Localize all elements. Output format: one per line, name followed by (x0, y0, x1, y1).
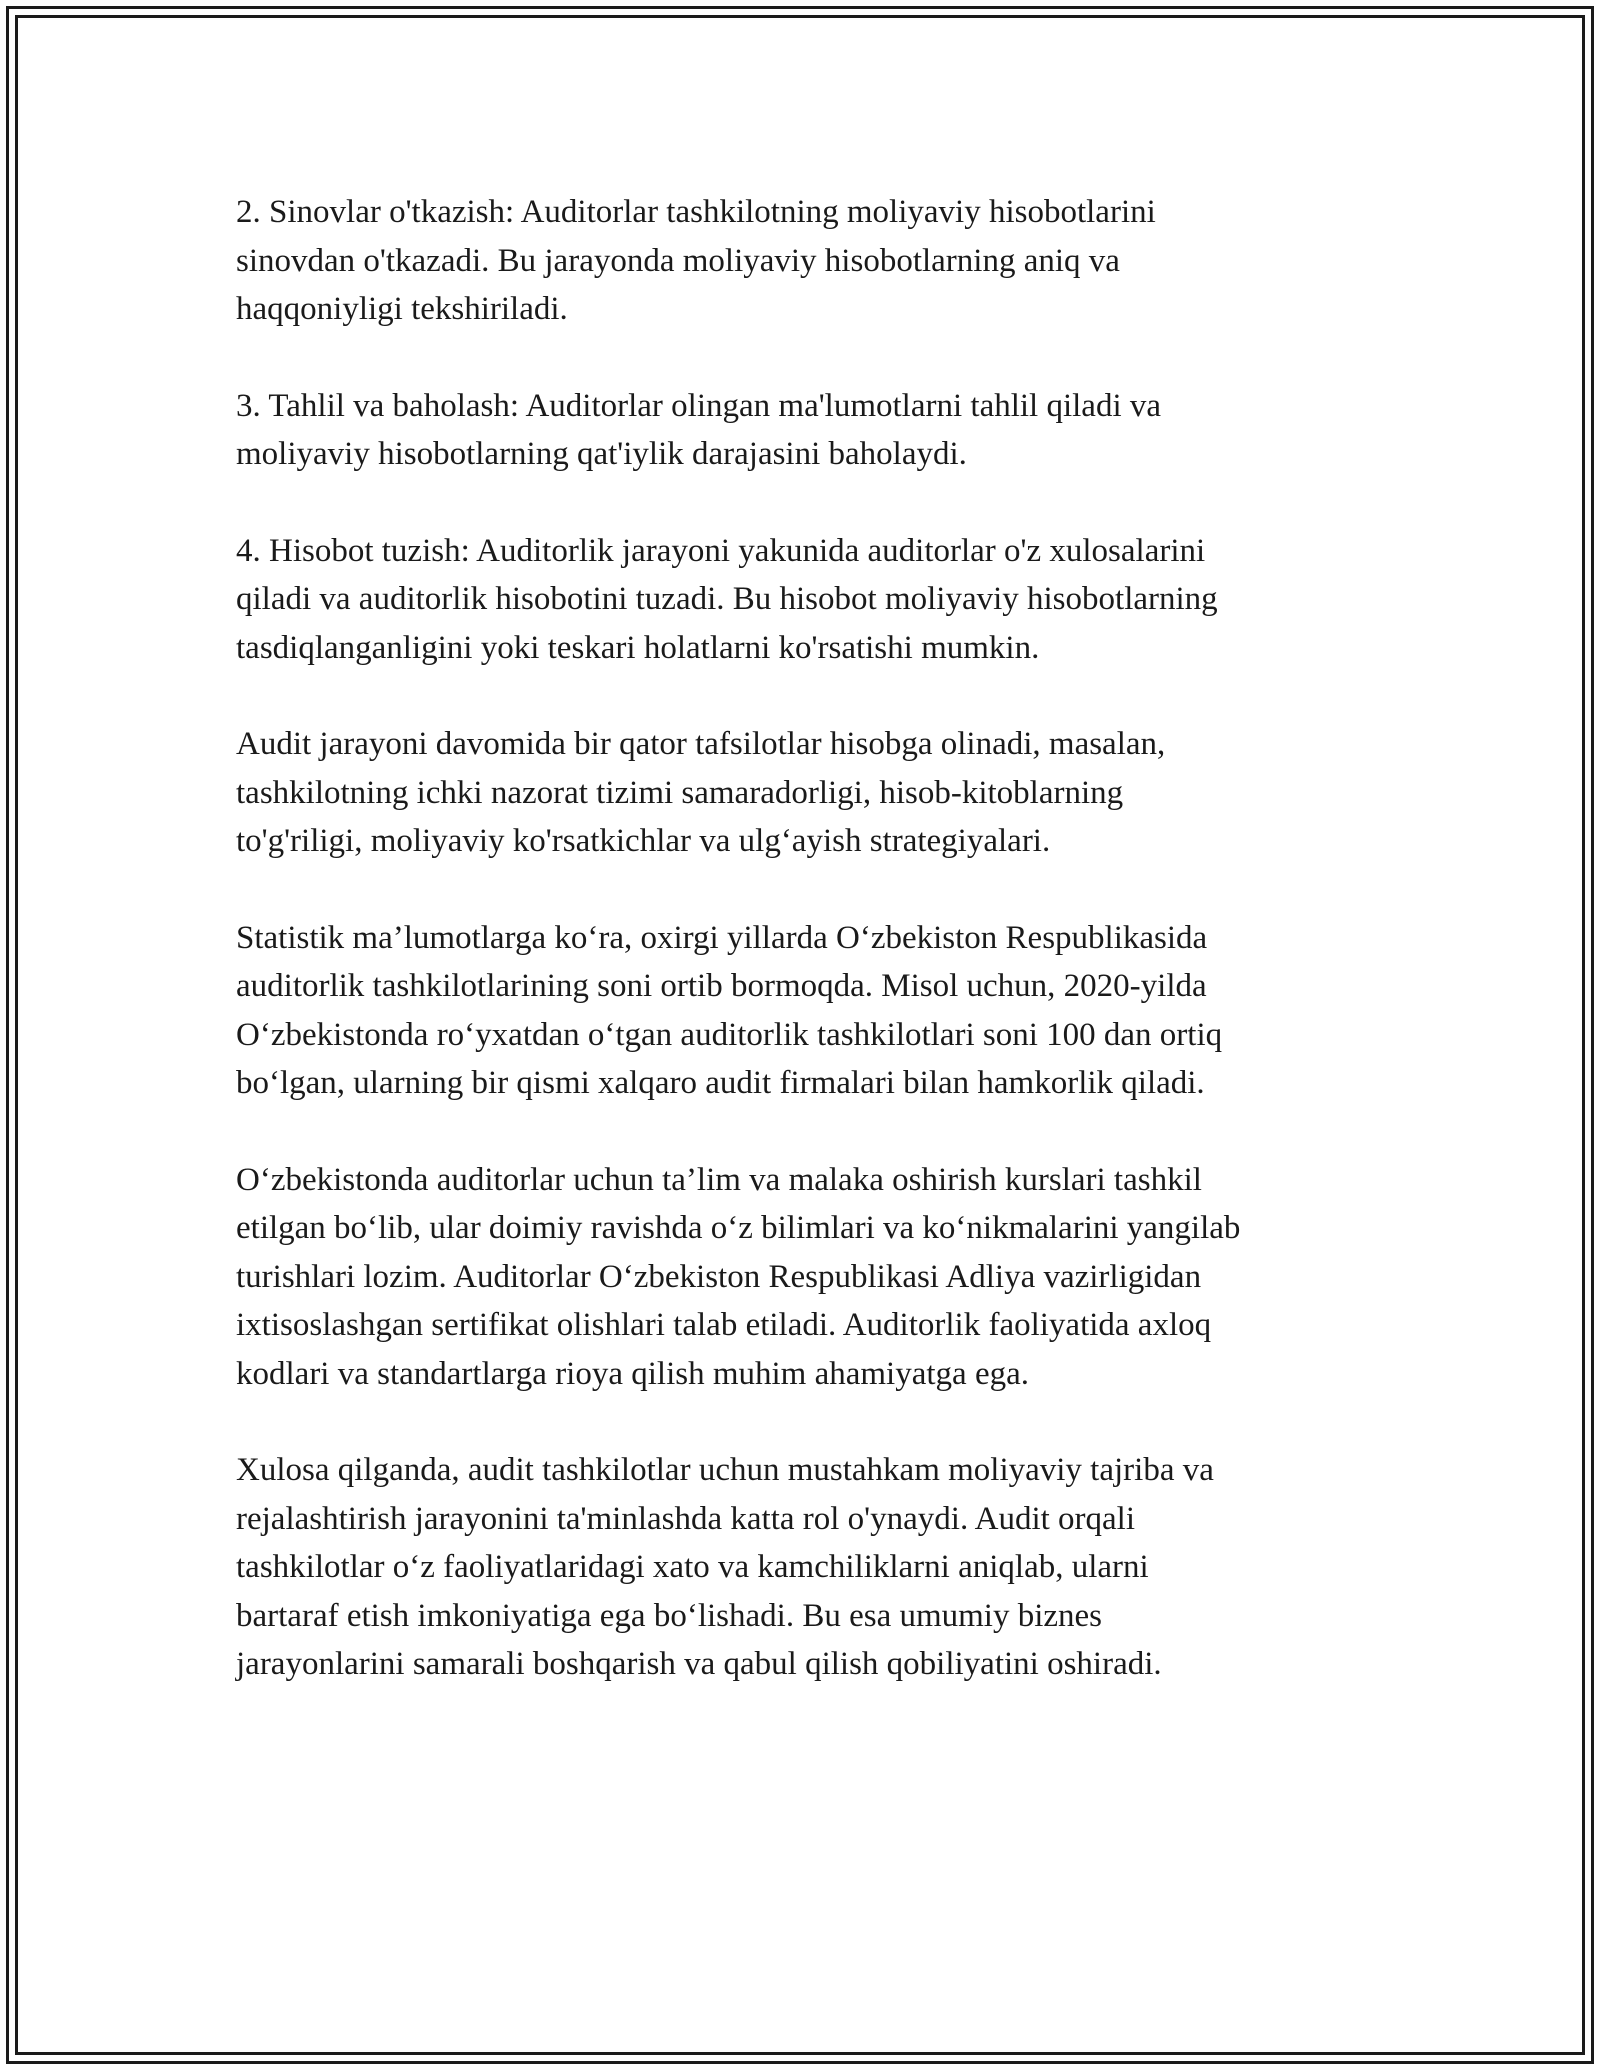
text-line: turishlari lozim. Auditorlar O‘zbekiston Respublikasi Adliya vazirligidan (236, 1258, 1202, 1295)
text-line: tashkilotlar o‘z faoliyatlaridagi xato va kamchiliklarni aniqlab, ularni (236, 1549, 1149, 1585)
text-line: Statistik ma’lumotlarga ko‘ra, oxirgi yillarda O‘zbekiston Respublikasida (236, 919, 1208, 956)
paragraph-xulosa (236, 1446, 1376, 1689)
paragraph-talim (236, 1156, 1376, 1399)
text-line: Xulosa qilganda, audit tashkilotlar uchun mustahkam moliyaviy tajriba va (236, 1452, 1214, 1488)
text-line: O‘zbekistonda auditorlar uchun ta’lim va malaka oshirish kurslari tashkil (236, 1161, 1202, 1198)
text-line: tashkilotning ichki nazorat tizimi samaradorligi, hisob-kitoblarning (236, 774, 1124, 811)
text-line: tasdiqlanganligini yoki teskari holatlarni ko'rsatishi mumkin. (236, 629, 1040, 666)
document-body (236, 188, 1376, 1689)
text-line: 3. Tahlil va baholash: Auditorlar olingan ma'lumotlarni tahlil qiladi va (236, 387, 1162, 424)
text-line: Audit jarayoni davomida bir qator tafsilotlar hisobga olinadi, masalan, (236, 726, 1166, 762)
text-line: etilgan bo‘lib, ular doimiy ravishda o‘z bilimlari va ko‘nikmalarini yangilab (236, 1210, 1241, 1246)
text-line: bartaraf etish imkoniyatiga ega bo‘lishadi. Bu esa umumiy biznes (236, 1597, 1103, 1634)
text-line: auditorlik tashkilotlarining soni ortib bormoqda. Misol uchun, 2020-yilda (236, 968, 1207, 1004)
text-line: kodlari va standartlarga rioya qilish muhim ahamiyatga ega. (236, 1355, 1029, 1392)
text-line: 2. Sinovlar o'tkazish: Auditorlar tashkilotning moliyaviy hisobotlarini (236, 194, 1156, 230)
text-line: qiladi va auditorlik hisobotini tuzadi. Bu hisobot moliyaviy hisobotlarning (236, 581, 1218, 617)
paragraph-hisobot (236, 527, 1376, 673)
text-line: bo‘lgan, ularning bir qismi xalqaro audit firmalari bilan hamkorlik qiladi. (236, 1065, 1205, 1101)
text-line: 4. Hisobot tuzish: Auditorlik jarayoni yakunida auditorlar o'z xulosalarini (236, 532, 1206, 569)
paragraph-audit-jarayoni (236, 720, 1376, 866)
paragraph-tahlil (236, 382, 1376, 479)
text-line: O‘zbekistonda ro‘yxatdan o‘tgan auditorlik tashkilotlari soni 100 dan ortiq (236, 1016, 1223, 1053)
text-line: haqqoniyligi tekshiriladi. (236, 291, 568, 327)
text-line: to'g'riligi, moliyaviy ko'rsatkichlar va ulg‘ayish strategiyalari. (236, 823, 1051, 859)
text-line: moliyaviy hisobotlarning qat'iylik darajasini baholaydi. (236, 436, 967, 472)
paragraph-statistik (236, 914, 1376, 1108)
paragraph-sinovlar (236, 188, 1376, 334)
text-line: sinovdan o'tkazadi. Bu jarayonda moliyaviy hisobotlarning aniq va (236, 242, 1120, 279)
text-line: jarayonlarini samarali boshqarish va qabul qilish qobiliyatini oshiradi. (236, 1646, 1162, 1682)
text-line: rejalashtirish jarayonini ta'minlashda katta rol o'ynaydi. Audit orqali (236, 1500, 1136, 1537)
text-line: ixtisoslashgan sertifikat olishlari talab etiladi. Auditorlik faoliyatida axloq (236, 1307, 1212, 1343)
